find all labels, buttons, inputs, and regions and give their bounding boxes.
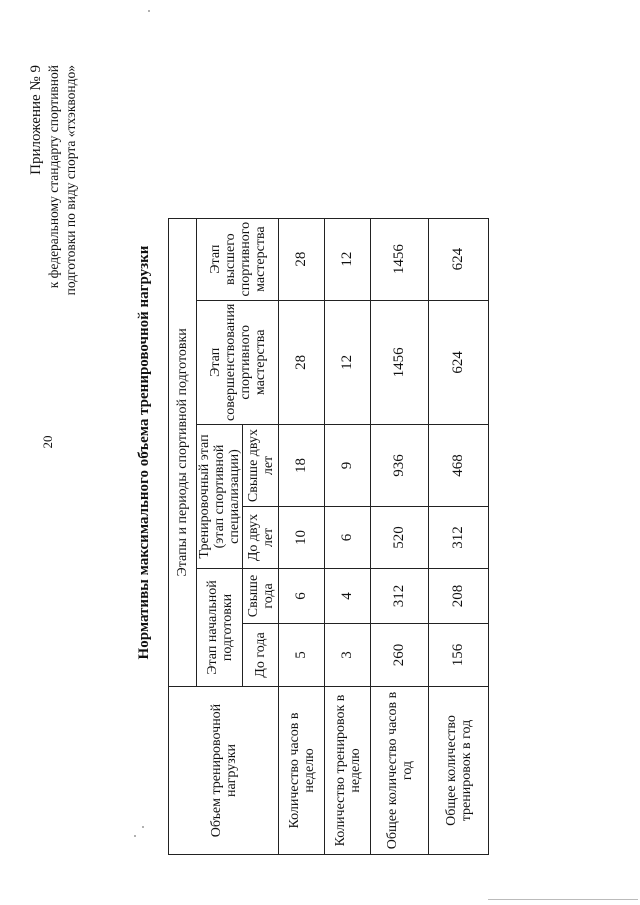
subheader-training-2: Свыше двух лет: [243, 425, 279, 507]
scan-edge-line: [488, 899, 638, 900]
row-label: Количество часов в неделю: [279, 687, 325, 855]
table-cell: 6: [279, 569, 325, 624]
table-cell: 12: [325, 218, 371, 300]
table-cell: 6: [325, 507, 371, 569]
table-cell: 28: [279, 300, 325, 424]
row-label: Общее количество тренировок в год: [429, 687, 489, 855]
table-cell: 4: [325, 569, 371, 624]
table-cell: 18: [279, 425, 325, 507]
table-cell: 260: [371, 624, 429, 687]
table-cell: 1456: [371, 218, 429, 300]
row-label: Количество тренировок в неделю: [325, 687, 371, 855]
table-cell: 12: [325, 300, 371, 424]
scan-speck: [142, 826, 144, 828]
table-row: [279, 218, 325, 854]
table-cell: 9: [325, 425, 371, 507]
annex-line-1: к федеральному стандарту спортивной: [46, 65, 61, 289]
scan-speck: [148, 10, 150, 12]
stage-initial-header: Этап начальной подготовки: [197, 569, 243, 687]
subheader-initial-1: До года: [243, 624, 279, 687]
table-cell: 468: [429, 425, 489, 507]
annex-block: [28, 65, 79, 465]
scan-speck: [134, 835, 136, 837]
table-cell: 312: [371, 569, 429, 624]
stage-higher-header: Этап высшего спортивного мастерства: [197, 218, 279, 300]
table-cell: 208: [429, 569, 489, 624]
table-row: [429, 218, 489, 854]
header-row-1: [169, 218, 197, 854]
training-load-table: [168, 218, 489, 855]
table-cell: 28: [279, 218, 325, 300]
stage-training-header: Тренировочный этап (этап спортивной специализации): [197, 425, 243, 569]
page-number: 20: [40, 435, 55, 449]
row-label: Общее количество часов в год: [371, 687, 429, 855]
table-cell: 10: [279, 507, 325, 569]
table-cell: 5: [279, 624, 325, 687]
stage-improvement-header: Этап совершенствования спортивного мастерства: [197, 300, 279, 424]
row-header-cell: Объем тренировочной нагрузки: [169, 687, 279, 855]
table-row: [371, 218, 429, 854]
subheader-initial-2: Свыше года: [243, 569, 279, 624]
table-row: [325, 218, 371, 854]
table-cell: 156: [429, 624, 489, 687]
annex-line-2: подготовки по виду спорта «тхэквондо»: [63, 65, 78, 296]
table-cell: 1456: [371, 300, 429, 424]
table-title: Нормативы максимального объема тренировочной нагрузки: [136, 245, 152, 660]
table-cell: 520: [371, 507, 429, 569]
table-cell: 936: [371, 425, 429, 507]
group-header-cell: Этапы и периоды спортивной подготовки: [169, 218, 197, 686]
table-cell: 624: [429, 300, 489, 424]
table-cell: 624: [429, 218, 489, 300]
table-cell: 3: [325, 624, 371, 687]
subheader-training-1: До двух лет: [243, 507, 279, 569]
annex-title: Приложение № 9: [28, 65, 44, 175]
table-cell: 312: [429, 507, 489, 569]
